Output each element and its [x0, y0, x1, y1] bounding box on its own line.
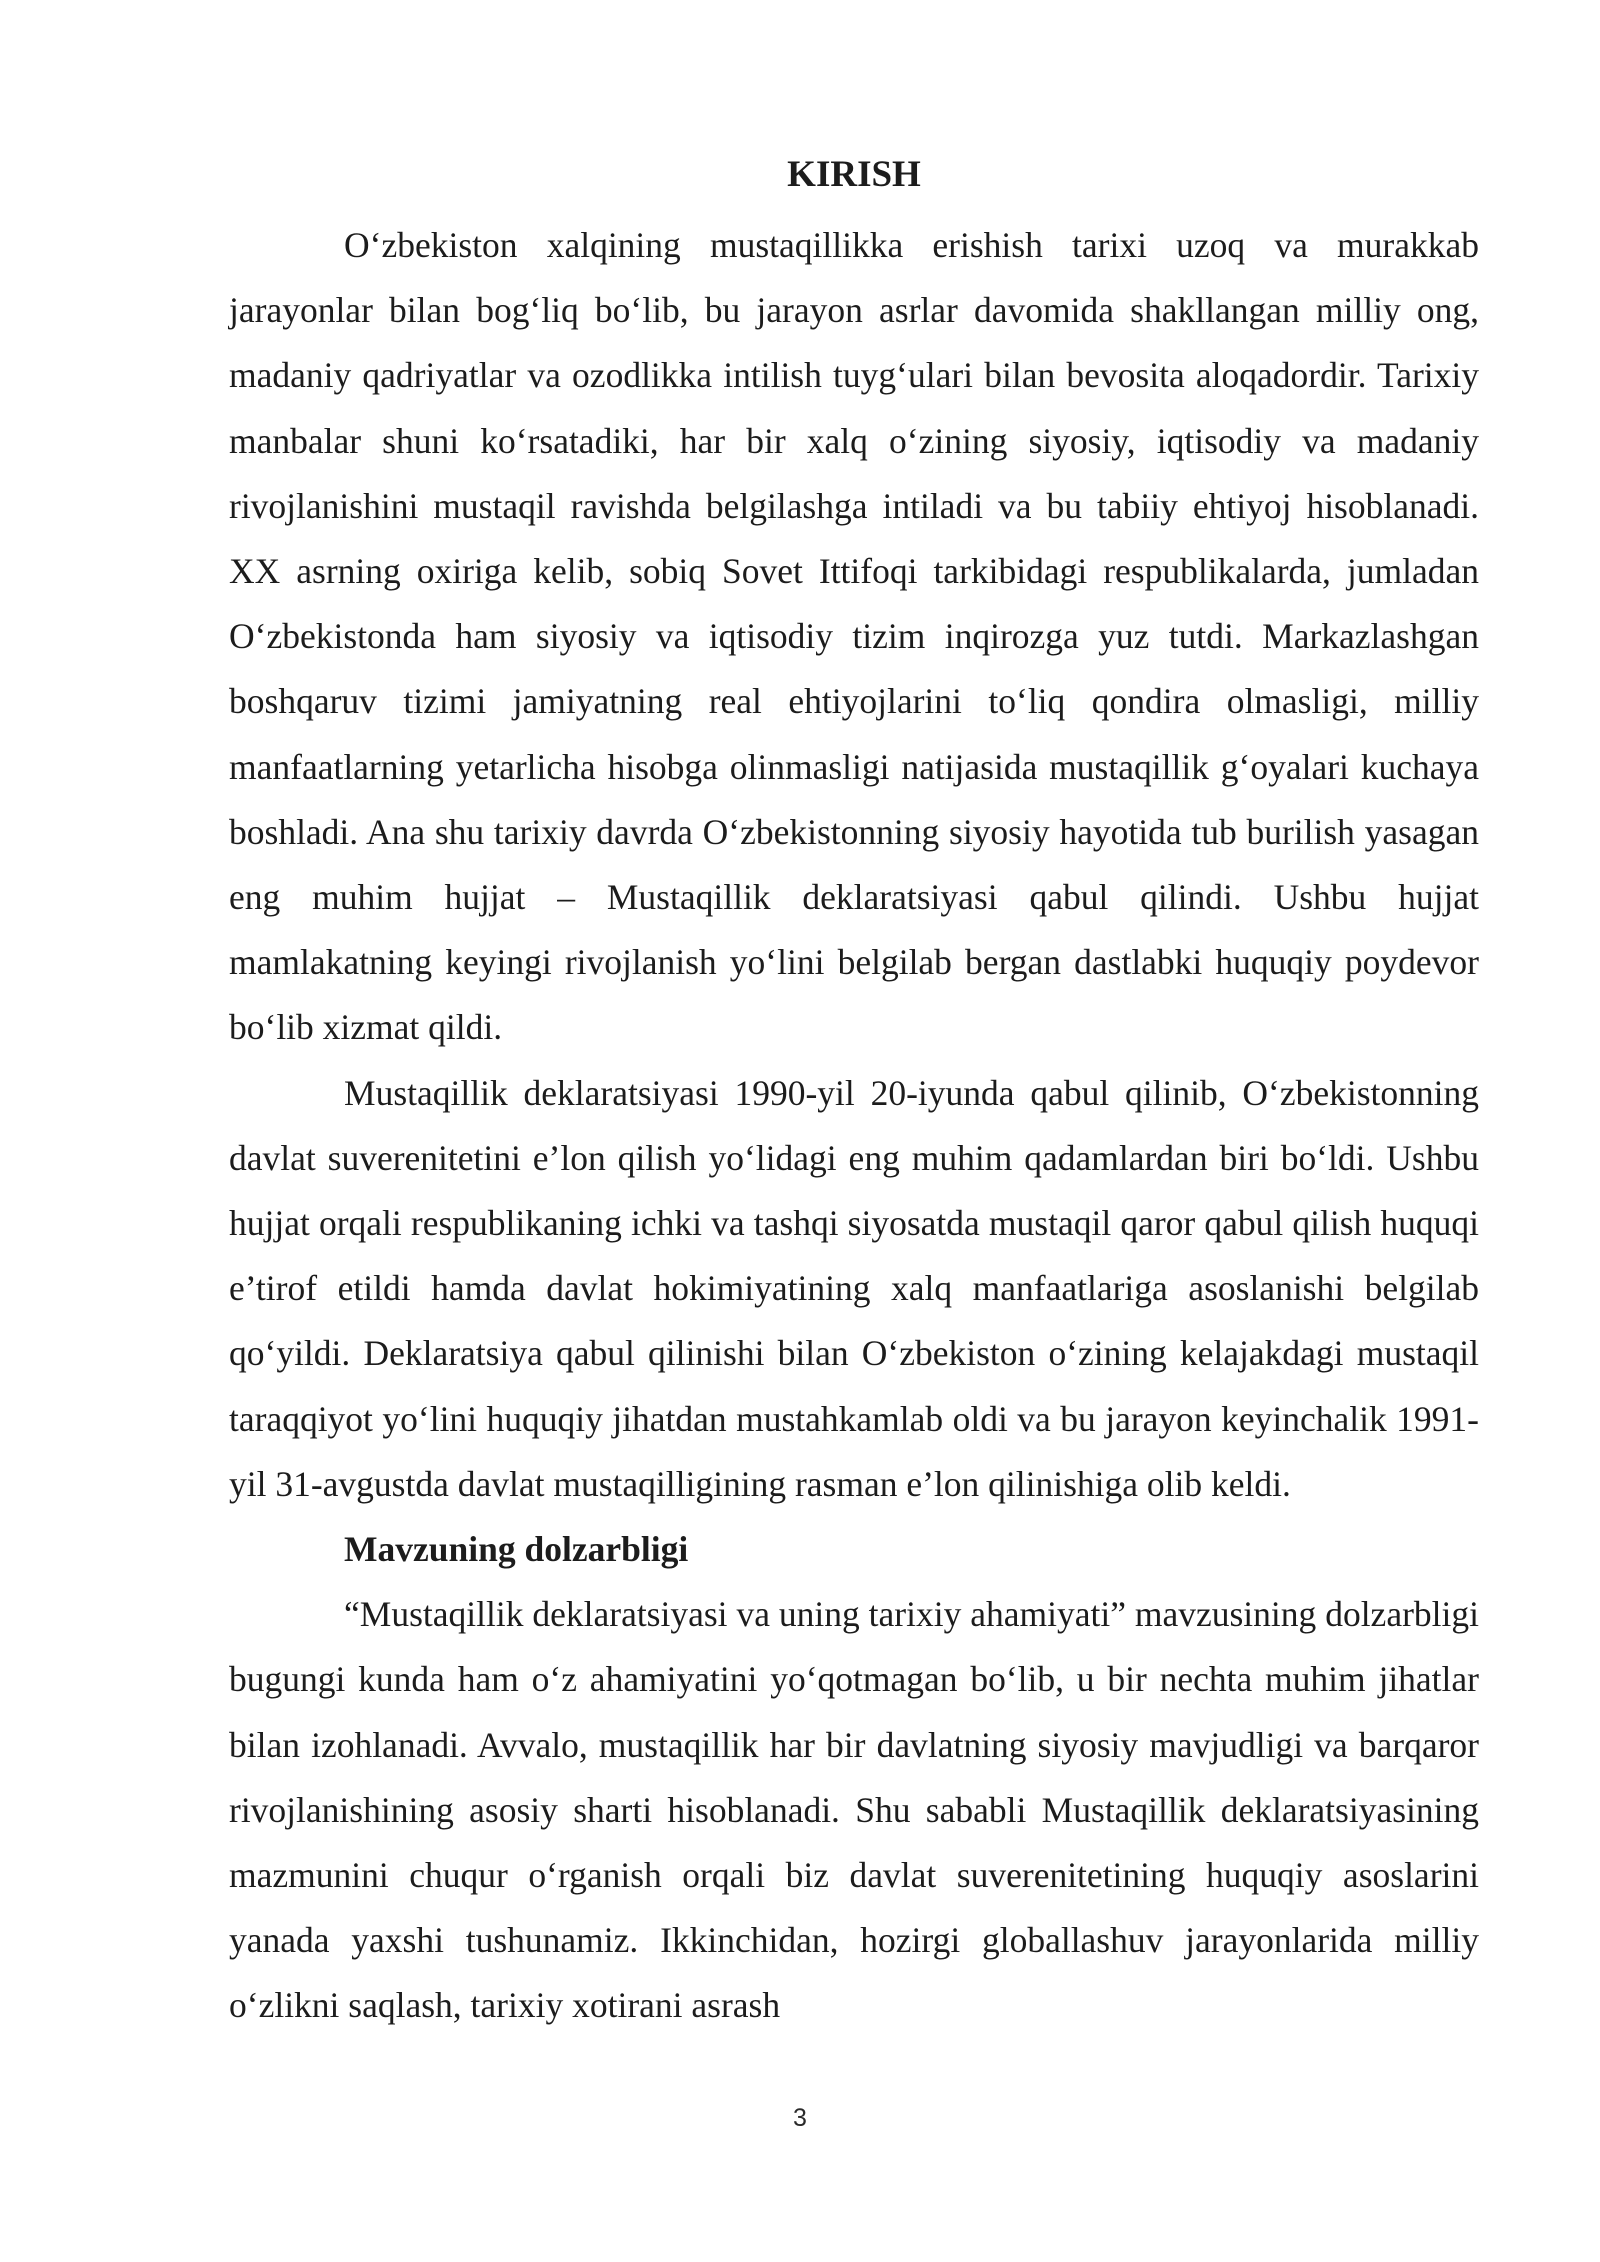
relevance-paragraph: “Mustaqillik deklaratsiyasi va uning tarixiy ahamiyati” mavzusining dolzarbligi bugungi kunda ham o‘z ahamiyatini yo‘qotmagan bo‘lib, u bir nechta muhim jihatlar bilan izohlanadi. Avvalo, mustaqillik har bir davlatning siyosiy mavjudligi va barqaror rivojlanishining asosiy sharti hisoblanadi. Shu sababli Mustaqillik deklaratsiyasining mazmunini chuqur o‘rganish orqali biz davlat suverenitetining huquqiy asoslarini yanada yaxshi tushunamiz. Ikkinchidan, hozirgi globallashuv jarayonlarida milliy o‘zlikni saqlash, tarixiy xotirani asrash — [229, 1594, 1479, 2026]
intro-paragraph-1: O‘zbekiston xalqining mustaqillikka erishish tarixi uzoq va murakkab jarayonlar bilan bog‘liq bo‘lib, bu jarayon asrlar davomida shakllangan milliy ong, madaniy qadriyatlar va ozodlikka intilish tuyg‘ulari bilan bevosita aloqadordir. Tarixiy manbalar shuni ko‘rsatadiki, har bir xalq o‘zining siyosiy, iqtisodiy va madaniy rivojlanishini mustaqil ravishda belgilashga intiladi va bu tabiiy ehtiyoj hisoblanadi. XX asrning oxiriga kelib, sobiq Sovet Ittifoqi tarkibidagi respublikalarda, jumladan O‘zbekistonda ham siyosiy va iqtisodiy tizim inqirozga yuz tutdi. Markazlashgan boshqaruv tizimi jamiyatning real ehtiyojlarini to‘liq qondira olmasligi, milliy manfaatlarning yetarlicha hisobga olinmasligi natijasida mustaqillik g‘oyalari kuchaya boshladi. Ana shu tarixiy davrda O‘zbekistonning siyosiy hayotida tub burilish yasagan eng muhim hujjat – Mustaqillik deklaratsiyasi qabul qilindi. Ushbu hujjat mamlakatning keyingi rivojlanish yo‘lini belgilab bergan dastlabki huquqiy poydevor bo‘lib xizmat qildi. — [229, 225, 1479, 1048]
section-heading: KIRISH — [787, 154, 921, 195]
subsection-heading: Mavzuning dolzarbligi — [344, 1529, 689, 1570]
intro-paragraph-2: Mustaqillik deklaratsiyasi 1990-yil 20-iyunda qabul qilinib, O‘zbekistonning davlat suverenitetini e’lon qilish yo‘lidagi eng muhim qadamlardan biri bo‘ldi. Ushbu hujjat orqali respublikaning ichki va tashqi siyosatda mustaqil qaror qabul qilish huquqi e’tirof etildi hamda davlat hokimiyatining xalq manfaatlariga asoslanishi belgilab qo‘yildi. Deklaratsiya qabul qilinishi bilan O‘zbekiston o‘zining kelajakdagi mustaqil taraqqiyot yo‘lini huquqiy jihatdan mustahkamlab oldi va bu jarayon keyinchalik 1991-yil 31-avgustda davlat mustaqilligining rasman e’lon qilinishiga olib keldi. — [229, 1072, 1479, 1504]
page-number: 3 — [793, 2104, 807, 2132]
page-content — [229, 148, 1479, 2039]
